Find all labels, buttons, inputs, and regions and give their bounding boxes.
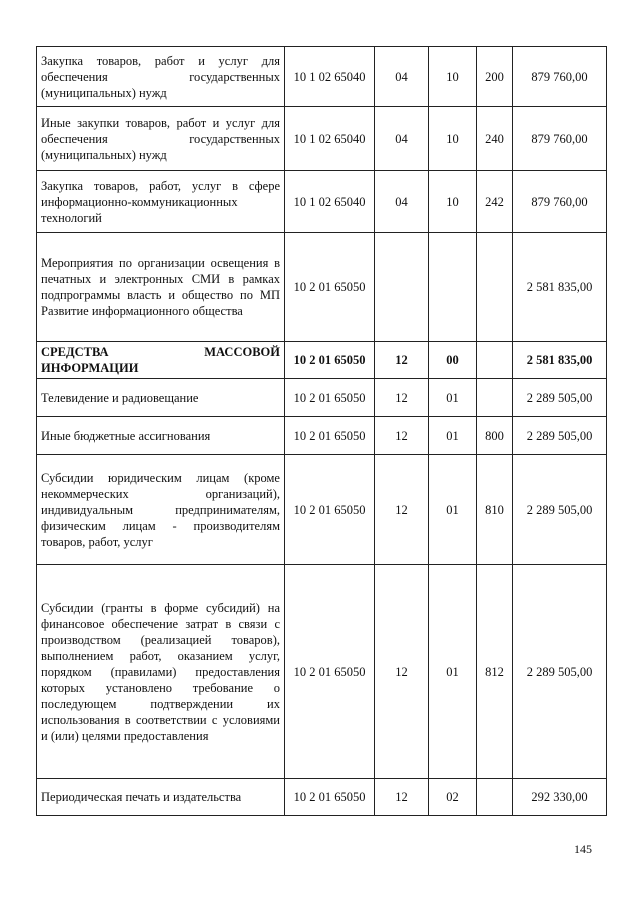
row-name: Субсидии (гранты в форме субсидий) на финансовое обеспечение затрат в связи с производством (реализацией товаров), выполнением работ, оказанием услуг, порядком (правилами) предоставления которых установлено требование о последующем подтверждении их использования в соответствии с условиями и (или) целями предоставления [37, 565, 285, 779]
row-amount: 2 289 505,00 [513, 565, 607, 779]
table-row [37, 565, 607, 779]
budget-table [36, 46, 607, 816]
row-name: Иные закупки товаров, работ и услуг для обеспечения государственных (муниципальных) нужд [37, 107, 285, 171]
row-expense-type: 810 [477, 455, 513, 565]
row-amount: 2 581 835,00 [513, 342, 607, 379]
row-name: Иные бюджетные ассигнования [37, 417, 285, 455]
table-row [37, 233, 607, 342]
row-amount: 879 760,00 [513, 171, 607, 233]
row-section: 04 [375, 107, 429, 171]
row-amount: 292 330,00 [513, 779, 607, 816]
row-subsection: 01 [429, 379, 477, 417]
row-target-code: 10 2 01 65050 [285, 342, 375, 379]
row-target-code: 10 1 02 65040 [285, 171, 375, 233]
row-amount: 879 760,00 [513, 47, 607, 107]
row-section: 12 [375, 779, 429, 816]
row-section: 12 [375, 417, 429, 455]
row-target-code: 10 2 01 65050 [285, 779, 375, 816]
row-section [375, 233, 429, 342]
row-expense-type [477, 342, 513, 379]
row-expense-type [477, 779, 513, 816]
row-subsection: 01 [429, 455, 477, 565]
row-target-code: 10 2 01 65050 [285, 455, 375, 565]
table-row [37, 171, 607, 233]
table-row [37, 107, 607, 171]
row-target-code: 10 1 02 65040 [285, 47, 375, 107]
row-name: Закупка товаров, работ, услуг в сфере информационно-коммуникационных технологий [37, 171, 285, 233]
row-expense-type: 240 [477, 107, 513, 171]
row-subsection: 01 [429, 417, 477, 455]
row-expense-type: 800 [477, 417, 513, 455]
row-target-code: 10 2 01 65050 [285, 417, 375, 455]
row-name: Телевидение и радиовещание [37, 379, 285, 417]
row-subsection: 00 [429, 342, 477, 379]
row-name: Субсидии юридическим лицам (кроме некоммерческих организаций), индивидуальным предпринимателям, физическим лицам - производителям товаров, работ, услуг [37, 455, 285, 565]
row-name: Закупка товаров, работ и услуг для обеспечения государственных (муниципальных) нужд [37, 47, 285, 107]
row-expense-type: 242 [477, 171, 513, 233]
row-name: Мероприятия по организации освещения в печатных и электронных СМИ в рамках подпрограммы власть и общество по МП Развитие информационного общества [37, 233, 285, 342]
row-section: 12 [375, 455, 429, 565]
row-section: 12 [375, 565, 429, 779]
row-section: 12 [375, 379, 429, 417]
row-subsection: 10 [429, 171, 477, 233]
table-row [37, 455, 607, 565]
table-row [37, 417, 607, 455]
table-row [37, 779, 607, 816]
row-expense-type [477, 379, 513, 417]
row-subsection: 10 [429, 47, 477, 107]
row-subsection: 01 [429, 565, 477, 779]
row-amount: 2 289 505,00 [513, 417, 607, 455]
table-row [37, 342, 607, 379]
table-row [37, 379, 607, 417]
row-target-code: 10 1 02 65040 [285, 107, 375, 171]
row-expense-type: 812 [477, 565, 513, 779]
row-amount: 2 289 505,00 [513, 379, 607, 417]
row-section: 04 [375, 171, 429, 233]
row-subsection: 10 [429, 107, 477, 171]
row-target-code: 10 2 01 65050 [285, 565, 375, 779]
row-amount: 2 289 505,00 [513, 455, 607, 565]
row-expense-type [477, 233, 513, 342]
row-target-code: 10 2 01 65050 [285, 379, 375, 417]
row-amount: 2 581 835,00 [513, 233, 607, 342]
row-name: СРЕДСТВА МАССОВОЙ ИНФОРМАЦИИ [37, 342, 285, 379]
row-expense-type: 200 [477, 47, 513, 107]
row-amount: 879 760,00 [513, 107, 607, 171]
row-section: 12 [375, 342, 429, 379]
row-name: Периодическая печать и издательства [37, 779, 285, 816]
table-row [37, 47, 607, 107]
row-target-code: 10 2 01 65050 [285, 233, 375, 342]
row-subsection [429, 233, 477, 342]
row-subsection: 02 [429, 779, 477, 816]
page-number: 145 [574, 842, 592, 856]
row-section: 04 [375, 47, 429, 107]
